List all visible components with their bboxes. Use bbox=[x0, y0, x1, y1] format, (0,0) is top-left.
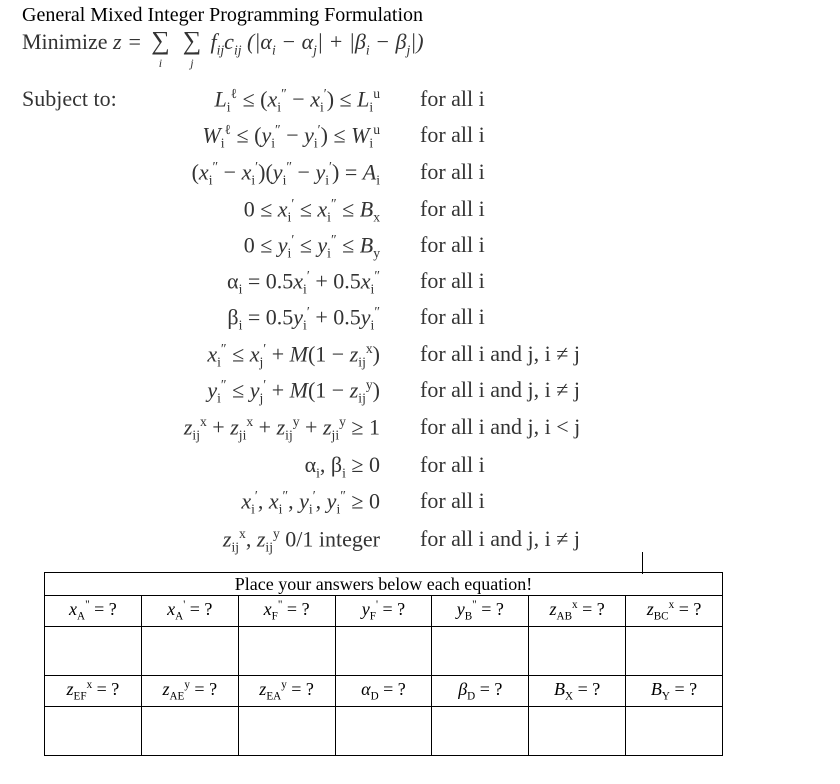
condition-10: for all i and j, i < j bbox=[420, 414, 581, 439]
question-B-Y: $B_Y$ = ? bbox=[626, 676, 723, 707]
constraint-beta-center: $\beta_i = 0.5y_i' + 0.5y_i''$ bbox=[227, 304, 380, 333]
condition-12: for all i bbox=[420, 488, 485, 513]
question-z-y-AE: $z_{AE}^y$ = ? bbox=[141, 676, 238, 707]
question-x-d-A: $x_A'$ = ? bbox=[141, 596, 238, 627]
answer-cell[interactable] bbox=[45, 707, 142, 756]
answer-cell[interactable] bbox=[238, 707, 335, 756]
condition-2: for all i bbox=[420, 122, 485, 147]
question-z-x-EF: $z_{EF}^x$ = ? bbox=[45, 676, 142, 707]
sum-index-j: j bbox=[190, 56, 194, 70]
answer-table-header: Place your answers below each equation! bbox=[45, 573, 723, 596]
sum-symbol-i: ∑ i bbox=[147, 26, 173, 56]
condition-7: for all i bbox=[420, 304, 485, 329]
question-y-dd-B: $y_B^"$ = ? bbox=[432, 596, 529, 627]
question-x-dd-F: $x_F^"$ = ? bbox=[238, 596, 335, 627]
objective-function bbox=[22, 26, 424, 70]
constraint-length: $L_i^\ell \le (x_i'' - x_i') \le L_i^u$ bbox=[214, 86, 380, 115]
subject-to-label: Subject to: bbox=[22, 86, 117, 111]
condition-13: for all i and j, i ≠ j bbox=[420, 526, 580, 551]
question-alpha-D: $\alpha_D$ = ? bbox=[335, 676, 432, 707]
constraint-x-bounds: $0 \le x_i' \le x_i'' \le B_x$ bbox=[243, 196, 380, 225]
constraint-width: $W_i^\ell \le (y_i'' - y_i') \le W_i^u$ bbox=[202, 122, 380, 151]
condition-9: for all i and j, i ≠ j bbox=[420, 377, 580, 402]
answer-cell[interactable] bbox=[529, 707, 626, 756]
answer-cell[interactable] bbox=[141, 627, 238, 676]
answer-cell[interactable] bbox=[529, 627, 626, 676]
answer-cell[interactable] bbox=[238, 627, 335, 676]
constraint-y-nonoverlap: $y_i'' \le y_j' + M(1 - z_{ij}^y)$ bbox=[207, 377, 380, 406]
question-z-x-AB: $z_{AB}^x$ = ? bbox=[529, 596, 626, 627]
constraint-alpha-center: $\alpha_i = 0.5x_i' + 0.5x_i''$ bbox=[227, 268, 380, 297]
answer-cell[interactable] bbox=[141, 707, 238, 756]
question-y-d-F: $y_F'$ = ? bbox=[335, 596, 432, 627]
question-z-x-BC: $z_{BC}^x$ = ? bbox=[626, 596, 723, 627]
answer-cell[interactable] bbox=[626, 707, 723, 756]
constraint-coord-nonneg: $x_i'$, $x_i''$, $y_i'$, $y_i'' \ge 0$ bbox=[241, 488, 380, 517]
constraint-binary: $z_{ij}^x$, $z_{ij}^y$ 0/1 integer bbox=[222, 526, 380, 555]
constraint-area: $(x_i'' - x_i')(y_i'' - y_i') = A_i$ bbox=[191, 159, 380, 188]
condition-8: for all i and j, i ≠ j bbox=[420, 341, 580, 366]
condition-6: for all i bbox=[420, 268, 485, 293]
page-title: General Mixed Integer Programming Formulation bbox=[22, 4, 424, 26]
objective-body: $f_{ij}c_{ij}$ $(|\alpha_i - \alpha_j| + |\beta_i - \beta_j|)$ bbox=[210, 29, 424, 58]
answer-cell[interactable] bbox=[45, 627, 142, 676]
answer-cell[interactable] bbox=[432, 707, 529, 756]
cursor-mark bbox=[642, 552, 643, 574]
constraint-x-nonoverlap: $x_i'' \le x_j' + M(1 - z_{ij}^x)$ bbox=[207, 341, 380, 370]
condition-4: for all i bbox=[420, 196, 485, 221]
answer-cell[interactable] bbox=[432, 627, 529, 676]
objective-lhs: z = bbox=[113, 29, 142, 54]
question-z-y-EA: $z_{EA}^y$ = ? bbox=[238, 676, 335, 707]
answer-cell[interactable] bbox=[626, 627, 723, 676]
question-x-dd-A: $x_A^"$ = ? bbox=[45, 596, 142, 627]
answer-cell[interactable] bbox=[335, 707, 432, 756]
constraint-y-bounds: $0 \le y_i' \le y_i'' \le B_y$ bbox=[243, 232, 380, 261]
answer-cell[interactable] bbox=[335, 627, 432, 676]
minimize-label: Minimize bbox=[22, 29, 108, 54]
condition-3: for all i bbox=[420, 159, 485, 184]
condition-5: for all i bbox=[420, 232, 485, 257]
condition-1: for all i bbox=[420, 86, 485, 111]
constraint-center-nonneg: $\alpha_i$, $\beta_i \ge 0$ bbox=[304, 452, 380, 481]
answer-table bbox=[44, 572, 723, 756]
condition-11: for all i bbox=[420, 452, 485, 477]
constraint-either-or: $z_{ij}^x + z_{ji}^x + z_{ij}^y + z_{ji}^y \ge 1$ bbox=[183, 414, 380, 443]
sum-symbol-j: ∑ j bbox=[179, 26, 205, 56]
sum-index-i: i bbox=[158, 56, 163, 70]
question-B-X: $B_X$ = ? bbox=[529, 676, 626, 707]
question-beta-D: $\beta_D$ = ? bbox=[432, 676, 529, 707]
